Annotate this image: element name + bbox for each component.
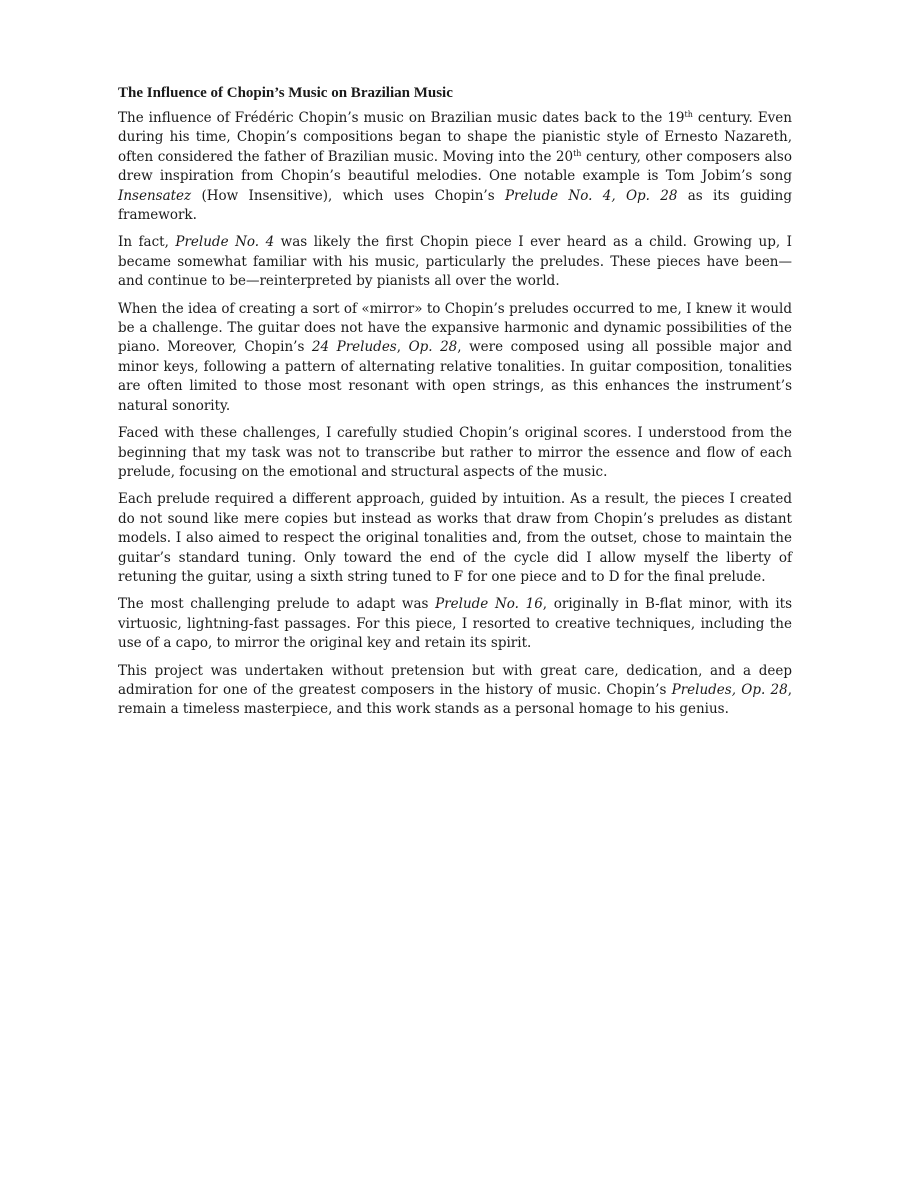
p3-text-a: When the idea of creating a sort of «mirror» to Chopin’s preludes occurred to me, I knew it would be a challenge. The guitar does not have the expansive harmonic and dynamic possibilities of the piano. Moreover, Chopin’s	[118, 300, 792, 356]
paragraph-1	[118, 109, 792, 225]
paragraph-2	[118, 233, 792, 291]
paragraph-6	[118, 595, 792, 653]
paragraph-3	[118, 300, 792, 416]
p1-text-d: (How Insensitive), which uses Chopin’s	[191, 187, 505, 204]
p6-text-b: , originally in B-flat minor, with its virtuosic, lightning-fast passages. For this piece, I resorted to creative techniques, including the use of a capo, to mirror the original key and retain its spirit.	[118, 596, 792, 652]
p1-text-e: as its guiding framework.	[118, 187, 792, 224]
p7-text-b: , remain a timeless masterpiece, and this work stands as a personal homage to his genius.	[118, 681, 792, 718]
p2-text-b: was likely the first Chopin piece I ever heard as a child. Growing up, I became somewhat familiar with his music, particularly the preludes. These pieces have been—and continue to be—reinterpreted by pianists all over the world.	[118, 234, 792, 290]
work-title: 24 Preludes	[311, 339, 397, 356]
song-title: Insensatez	[118, 187, 192, 204]
p4-text-a: Faced with these challenges, I carefully studied Chopin’s original scores. I understood from the beginning that my task was not to transcribe but rather to mirror the essence and flow of each prelude, focusing on the emotional and structural aspects of the music.	[118, 425, 792, 480]
p5-text-a: Each prelude required a different approach, guided by intuition. As a result, the pieces I created do not sound like mere copies but instead as works that draw from Chopin’s preludes as distant models. I also aimed to respect the original tonalities and, from the outset, chose to maintain the guitar’s standard tuning. Only toward the end of the cycle did I allow myself the liberty of retuning the guitar, using a sixth string tuned to F for one piece and to D for the final prelude.	[118, 491, 792, 585]
ordinal-suffix: th	[684, 110, 693, 119]
p1-text-c: century, other composers also drew inspiration from Chopin’s beautiful melodies. One notable example is Tom Jobim’s song	[118, 148, 792, 185]
document-title: The Influence of Chopin’s Music on Brazilian Music	[118, 85, 453, 101]
work-title: Prelude No. 16	[435, 596, 543, 613]
p3-text-b: ,	[396, 339, 409, 356]
opus-number: Op. 28	[408, 339, 458, 356]
work-title: Preludes, Op. 28	[671, 681, 788, 698]
p1-text-b: century. Even during his time, Chopin’s compositions began to shape the pianistic style of Ernesto Nazareth, often considered the father of Brazilian music. Moving into the 20	[118, 110, 792, 165]
p6-text-a: The most challenging prelude to adapt was	[118, 596, 436, 613]
p1-text-a: The influence of Frédéric Chopin’s music on Brazilian music dates back to the 19	[118, 110, 685, 126]
ordinal-suffix: th	[573, 148, 582, 158]
p2-text-a: In fact,	[118, 234, 176, 251]
document-page	[118, 82, 792, 728]
work-title: Prelude No. 4	[175, 234, 275, 251]
paragraph-4	[118, 424, 792, 482]
paragraph-5	[118, 490, 792, 587]
work-title: Prelude No. 4, Op. 28	[504, 187, 678, 204]
paragraph-7	[118, 662, 792, 720]
p7-text-a: This project was undertaken without pretension but with great care, dedication, and a deep admiration for one of the greatest composers in the history of music. Chopin’s	[118, 662, 792, 698]
p3-text-c: , were composed using all possible major and minor keys, following a pattern of alternating relative tonalities. In guitar composition, tonalities are often limited to those most resonant with open strings, as this enhances the instrument’s natural sonority.	[118, 339, 792, 414]
